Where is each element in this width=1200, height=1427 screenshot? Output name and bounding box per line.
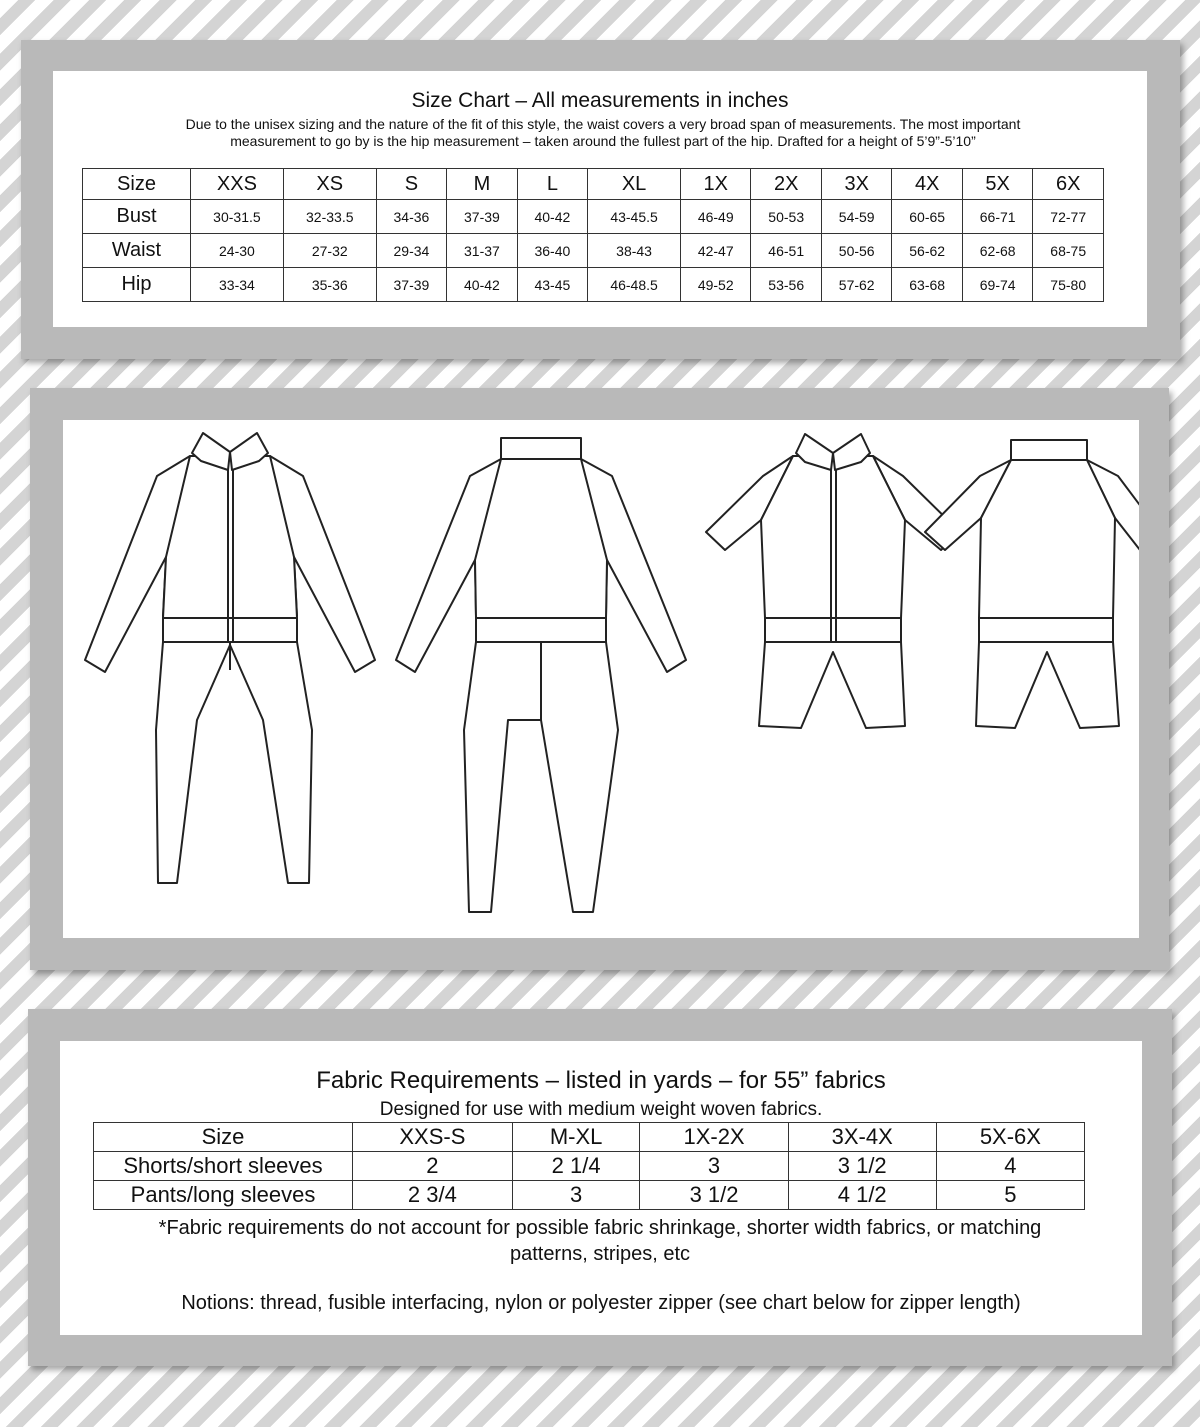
size-table-header-cell: Size (83, 169, 191, 200)
jumpsuit-back-waistband (476, 618, 606, 642)
size-table-cell: 49-52 (680, 268, 750, 302)
fabric-table-header-cell: 5X-6X (936, 1123, 1084, 1152)
fabric-table-header-cell: XXS-S (353, 1123, 513, 1152)
fabric-table-row-label: Shorts/short sleeves (94, 1152, 353, 1181)
romper-front-drawing (706, 434, 960, 728)
size-table-cell: 56-62 (892, 234, 962, 268)
size-table-header-cell: XL (588, 169, 681, 200)
size-table-header-cell: XXS (191, 169, 284, 200)
jumpsuit-front-waistband (163, 618, 297, 642)
size-table-cell: 43-45.5 (588, 200, 681, 234)
fabric-table-cell: 3 1/2 (788, 1152, 936, 1181)
size-table-row-label: Hip (83, 268, 191, 302)
size-chart-panel (53, 71, 1147, 327)
fabric-table-cell: 2 3/4 (353, 1181, 513, 1210)
size-table-cell: 66-71 (962, 200, 1032, 234)
size-table-header-cell: 2X (751, 169, 821, 200)
fabric-table-cell: 3 (512, 1181, 640, 1210)
size-table-cell: 46-49 (680, 200, 750, 234)
size-table-cell: 63-68 (892, 268, 962, 302)
size-table-cell: 30-31.5 (191, 200, 284, 234)
size-table (82, 168, 1104, 302)
size-table-cell: 40-42 (447, 268, 517, 302)
size-chart-description: Due to the unisex sizing and the nature of the fit of this style, the waist covers a very broad span of measurements. The most important measurement to go by is the hip measurement – taken around the fullest part of the hip. Drafted for a height of 5’9”-5’10” (185, 116, 1021, 149)
fabric-table-header-cell: 1X-2X (640, 1123, 788, 1152)
size-table-cell: 31-37 (447, 234, 517, 268)
jumpsuit-back-collar (501, 438, 581, 459)
fabric-table-cell: 5 (936, 1181, 1084, 1210)
size-table-cell: 42-47 (680, 234, 750, 268)
drawings-frame (30, 388, 1169, 970)
size-table-cell: 43-45 (517, 268, 587, 302)
romper-back-shorts (976, 642, 1119, 728)
jumpsuit-back-body (475, 459, 607, 618)
jumpsuit-front-legs (156, 642, 312, 883)
size-table-header-cell: M (447, 169, 517, 200)
size-table-cell: 37-39 (447, 200, 517, 234)
fabric-table-header-cell: Size (94, 1123, 353, 1152)
size-table-cell: 33-34 (191, 268, 284, 302)
size-chart-frame (21, 40, 1180, 359)
romper-back-collar (1011, 440, 1087, 460)
size-table-header-cell: 5X (962, 169, 1032, 200)
size-table-cell: 62-68 (962, 234, 1032, 268)
fabric-table-cell: 3 (640, 1152, 788, 1181)
size-table-cell: 69-74 (962, 268, 1032, 302)
fabric-table-cell: 2 (353, 1152, 513, 1181)
size-table-cell: 37-39 (376, 268, 446, 302)
fabric-table-row (94, 1152, 1085, 1181)
size-table-cell: 32-33.5 (283, 200, 376, 234)
size-table-cell: 57-62 (821, 268, 891, 302)
romper-front-shorts (759, 642, 905, 728)
size-table-cell: 29-34 (376, 234, 446, 268)
fabric-table-cell: 4 (936, 1152, 1084, 1181)
romper-front-waistband (765, 618, 901, 642)
size-table-row (83, 234, 1104, 268)
size-table-cell: 27-32 (283, 234, 376, 268)
jumpsuit-front-drawing (85, 433, 375, 883)
size-table-cell: 24-30 (191, 234, 284, 268)
size-table-header-cell: 4X (892, 169, 962, 200)
fabric-subtitle: Designed for use with medium weight woven fabrics. (379, 1099, 823, 1120)
size-table-cell: 34-36 (376, 200, 446, 234)
fabric-table-row (94, 1181, 1085, 1210)
fabric-table-cell: 4 1/2 (788, 1181, 936, 1210)
fabric-note: *Fabric requirements do not account for possible fabric shrinkage, shorter width fabrics, or matching patterns, stripes, etc (158, 1217, 1042, 1265)
size-table-cell: 46-51 (751, 234, 821, 268)
romper-front-body (761, 456, 905, 618)
fabric-table (93, 1122, 1085, 1210)
size-table-cell: 50-53 (751, 200, 821, 234)
size-table-cell: 75-80 (1033, 268, 1104, 302)
size-table-row-label: Bust (83, 200, 191, 234)
size-table-row-label: Waist (83, 234, 191, 268)
size-table-cell: 50-56 (821, 234, 891, 268)
size-table-header-cell: 3X (821, 169, 891, 200)
jumpsuit-back-drawing (396, 438, 686, 912)
notions-text: Notions: thread, fusible interfacing, nylon or polyester zipper (see chart below for zipper length) (181, 1292, 1021, 1314)
fabric-table-header-cell: 3X-4X (788, 1123, 936, 1152)
fabric-table-header-cell: M-XL (512, 1123, 640, 1152)
romper-back-waistband (979, 618, 1113, 642)
size-table-header-cell: L (517, 169, 587, 200)
size-table-cell: 72-77 (1033, 200, 1104, 234)
size-chart-title: Size Chart – All measurements in inches (411, 89, 789, 112)
fabric-table-cell: 2 1/4 (512, 1152, 640, 1181)
size-table-header-cell: XS (283, 169, 376, 200)
fabric-table-header-row (94, 1123, 1085, 1152)
fabric-table-cell: 3 1/2 (640, 1181, 788, 1210)
size-table-cell: 68-75 (1033, 234, 1104, 268)
size-table-header-cell: S (376, 169, 446, 200)
fabric-frame (28, 1009, 1172, 1366)
size-table-cell: 40-42 (517, 200, 587, 234)
size-table-cell: 53-56 (751, 268, 821, 302)
size-table-cell: 38-43 (588, 234, 681, 268)
drawings-panel (63, 420, 1139, 938)
size-table-cell: 60-65 (892, 200, 962, 234)
romper-back-drawing (925, 440, 1139, 728)
size-table-cell: 46-48.5 (588, 268, 681, 302)
fabric-title: Fabric Requirements – listed in yards – for 55” fabrics (316, 1067, 886, 1094)
size-table-row (83, 200, 1104, 234)
size-table-cell: 35-36 (283, 268, 376, 302)
romper-back-body (979, 460, 1115, 618)
size-table-header-row (83, 169, 1104, 200)
size-table-row (83, 268, 1104, 302)
fabric-table-row-label: Pants/long sleeves (94, 1181, 353, 1210)
fabric-panel (60, 1041, 1142, 1335)
size-table-header-cell: 1X (680, 169, 750, 200)
size-table-cell: 54-59 (821, 200, 891, 234)
size-table-cell: 36-40 (517, 234, 587, 268)
technical-drawings (63, 420, 1139, 938)
size-table-header-cell: 6X (1033, 169, 1104, 200)
